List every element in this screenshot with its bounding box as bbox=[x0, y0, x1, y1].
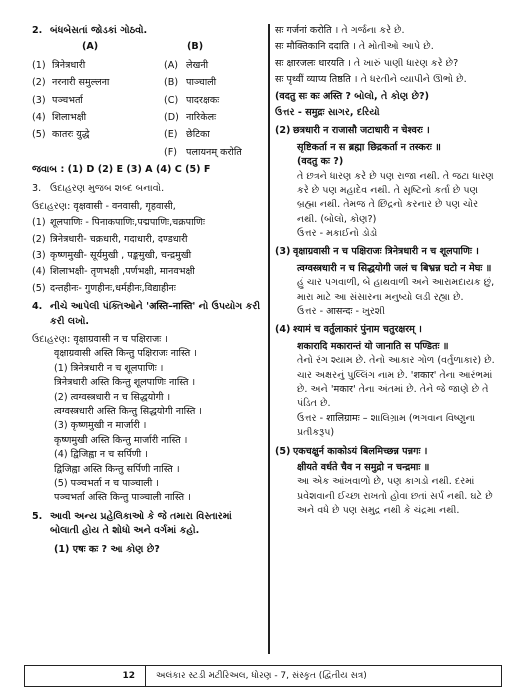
riddle-heading bbox=[275, 245, 497, 259]
riddle-answer: ઉત્તર - शालिग्रामः – શાલિગ્રામ (ભગવાન વિષ્ણુના પ્રતીકરૂપ) bbox=[297, 412, 476, 439]
page-number: 12 bbox=[25, 666, 146, 686]
riddle-line: सः मौक्तिकानि ददाति । તે મોતીઓ આપે છે. bbox=[275, 41, 434, 53]
riddle-blocks bbox=[275, 124, 497, 518]
riddle-verse-2: त्वग्वस्त्रधारी न च सिद्धयोगी जलं च बिभ्रन्न घटो न मेघः ॥ bbox=[297, 262, 492, 274]
answer-line: જવાબ : (1) D (2) E (3) A (4) C (5) F bbox=[32, 164, 211, 176]
match-b: पलायनम् करोति bbox=[186, 146, 242, 158]
riddle-verse-2: क्षीयते वर्धते चैव न समुद्रो न चन्द्रमाः ॥ bbox=[297, 461, 430, 473]
riddle-number: (2) bbox=[275, 125, 291, 137]
match-row bbox=[32, 59, 264, 73]
match-b-number: (C) bbox=[164, 94, 179, 106]
riddle-block bbox=[275, 445, 497, 519]
match-b-number: (D) bbox=[164, 111, 179, 123]
match-row bbox=[32, 94, 264, 108]
sentence-question: (1) त्रिनेत्रधारी न च शूलपाणिः । bbox=[54, 362, 164, 374]
riddle-block bbox=[275, 245, 497, 319]
riddle-heading bbox=[275, 124, 497, 138]
riddle-verse-1: वृक्षाग्रवासी न च पक्षिराजः त्रिनेत्रधारी न च शूलपाणिः । bbox=[293, 246, 479, 258]
page-footer bbox=[24, 665, 502, 687]
word-item bbox=[32, 249, 264, 263]
item-number: (1) bbox=[32, 217, 46, 229]
riddle-verse-1: एकचक्षुर्न काकोऽयं बिलमिच्छन्न पन्नगः । bbox=[293, 445, 428, 457]
column-divider bbox=[268, 24, 270, 654]
riddle-line: सः पृथ्वीं व्याप्य तिष्ठति । તે ધરતીને વ્યાપીને ઊભો છે. bbox=[275, 74, 467, 86]
example-line: ઉદાહરણ: वृक्षाग्रवासी न च पक्षिराजः । bbox=[32, 334, 168, 346]
riddle-block bbox=[275, 124, 497, 241]
match-number: (5) bbox=[32, 129, 46, 141]
match-a: त्रिनेत्रधारी bbox=[52, 59, 86, 71]
column-b-header: (B) bbox=[187, 41, 204, 53]
word-list bbox=[32, 216, 264, 296]
riddle-verse-2: सृष्टिकर्ता न स ब्रह्मा छिद्रकर्ता न तस्करः ॥ bbox=[297, 141, 441, 153]
match-row bbox=[32, 128, 264, 142]
question-title: ઉદાહરણ મુજબ શબ્દ બનાવો. bbox=[50, 182, 165, 194]
match-b: छेटिका bbox=[186, 129, 210, 141]
item-number: (4) bbox=[32, 266, 46, 278]
match-number: (4) bbox=[32, 111, 46, 123]
sentence-question: (5) पञ्चभर्ता न च पाञ्चाली । bbox=[54, 477, 159, 489]
question-4 bbox=[32, 300, 264, 329]
riddle-line: ઉત્તર - समुद्रः સાગર, દરિયો bbox=[275, 106, 380, 118]
match-number bbox=[32, 146, 52, 160]
riddle-line: सः गर्जनां करोति । તે ગર્જના કરે છે. bbox=[275, 25, 405, 36]
sentence-answer: द्विजिह्वा अस्ति किन्तु सर्पिणी नास्ति । bbox=[54, 463, 180, 475]
word-item bbox=[32, 233, 264, 247]
match-row bbox=[32, 76, 264, 90]
question-3 bbox=[32, 182, 264, 196]
match-a: शिलाभक्षी bbox=[52, 111, 87, 123]
riddle-number: (3) bbox=[275, 246, 291, 258]
riddle-verse-1: छत्रधारी न राजासौ जटाधारी न चेश्वरः । bbox=[293, 125, 430, 137]
question-number: 3. bbox=[32, 182, 42, 194]
example-answer: वृक्षाग्रवासी अस्ति किन्तु पक्षिराजः नास्ति । bbox=[54, 348, 197, 360]
item-text: कृष्णमुखी- सूर्यमुखी , पङ्कमुखी, चन्द्रमुखी bbox=[50, 250, 192, 262]
question-title: નીચે આપેલી પંક્તિઓને 'अस्ति–नास्ति' નો ઉપયોગ કરી કરી લખો. bbox=[50, 301, 261, 327]
riddle-1-lines bbox=[275, 24, 497, 120]
riddle-number: (5) bbox=[275, 445, 291, 457]
question-2 bbox=[32, 24, 264, 38]
question-title: બંધબેસતાં જોડકાં ગોઠવો. bbox=[50, 25, 148, 36]
riddle-line: (वदतु सः कः अस्ति ? બોલો, તે કોણ છે?) bbox=[275, 90, 429, 102]
match-b: पाञ्चाली bbox=[186, 77, 217, 89]
sentence-answer: त्वग्वस्त्रधारी अस्ति किन्तु सिद्धयोगी नास्ति । bbox=[54, 405, 202, 417]
riddle-heading bbox=[275, 445, 497, 459]
riddle-answer: ઉત્તર - મકાઈનો ડોડો bbox=[297, 228, 378, 240]
match-row bbox=[32, 111, 264, 125]
match-b: लेखनी bbox=[186, 59, 209, 71]
match-b-number: (E) bbox=[164, 129, 178, 141]
item-text: दन्तहीनः- गुणहीनः,धर्महीनः,विद्याहीनः bbox=[50, 282, 176, 294]
match-b-number: (B) bbox=[164, 77, 179, 89]
match-b-number: (A) bbox=[164, 59, 179, 71]
question-number: 5. bbox=[32, 510, 43, 522]
match-row bbox=[32, 146, 264, 160]
match-number: (3) bbox=[32, 94, 46, 106]
riddle-explanation: તેનો રંગ શ્યામ છે. તેનો આકાર ગોળ (વર્તુળાકાર) છે. ચાર અક્ષરનું પુલ્લિંગ નામ છે. 'शकार' તેના આરંભમાં છે. અને 'मकार' તેના અંતમાં છે. તેને જે જાણે છે તે પંડિત છે. bbox=[297, 355, 495, 410]
match-a: कातरः युद्धे bbox=[52, 129, 90, 141]
riddle-verse-2: शकारादि मकारान्तं यो जानाति स पण्डितः ॥ bbox=[297, 340, 449, 352]
sentence-answer: कृष्णमुखी अस्ति किन्तु मार्जारी नास्ति । bbox=[54, 434, 188, 446]
match-table bbox=[32, 59, 264, 160]
sentence-list bbox=[32, 362, 264, 506]
match-a: नरनारी समुल्लना bbox=[52, 77, 110, 89]
item-number: (2) bbox=[32, 233, 46, 245]
item-text: त्रिनेत्रधारी- चक्रधारी, गदाधारी, दण्डधारी bbox=[50, 233, 188, 245]
question-5 bbox=[32, 510, 264, 539]
riddle-answer: ઉત્તર - आसन्दः - ખુરશી bbox=[297, 306, 385, 318]
match-b: नारिकेलः bbox=[186, 111, 217, 123]
word-item bbox=[32, 282, 264, 296]
riddle-explanation: તે છત્રને ધારણ કરે છે પણ રાજા નથી. તે જટા ધારણ કરે છે પણ મહાદેવ નથી. તે સૃષ્ટિનો કર્તા છે પણ બ્રહ્મા નથી. તેમજ તે છિદ્રનો કરનાર છે પણ ચોર નથી. (બોલો, કોણ?) bbox=[297, 170, 494, 225]
riddle-number: (4) bbox=[275, 324, 291, 336]
right-column bbox=[275, 22, 497, 519]
question-5-item-1: (1) एषः कः ? આ કોણ છે? bbox=[54, 543, 160, 555]
riddle-explanation: આ એક આંખવાળો છે, પણ કાગડો નથી. દરમાં પ્રવેશવાની ઈચ્છા રાખતો હોવા છતાં સર્પ નથી. ઘટે છે અને વધે છે પણ સમુદ્ર નથી કે ચંદ્રમા નથી. bbox=[297, 476, 493, 517]
sentence-answer: त्रिनेत्रधारी अस्ति किन्तु शूलपाणिः नास्ति । bbox=[54, 377, 196, 389]
match-number: (1) bbox=[32, 59, 46, 71]
item-number: (3) bbox=[32, 250, 46, 262]
match-b: पादरक्षकः bbox=[186, 94, 220, 106]
sentence-answer: पञ्चभर्ता अस्ति किन्तु पाञ्चाली नास्ति । bbox=[54, 492, 191, 504]
match-header bbox=[32, 40, 264, 54]
left-column bbox=[32, 22, 264, 557]
riddle-verse-1: श्यामं च वर्तुलाकारं पुंनाम चतुरक्षरम् । bbox=[293, 324, 422, 336]
item-text: शूलपाणिः - पिनाकपाणिः,पद्मपाणिः,चक्रपाणिः bbox=[50, 217, 205, 229]
sentence-question: (3) कृष्णमुखी न मार्जारी । bbox=[54, 420, 147, 432]
riddle-block bbox=[275, 323, 497, 440]
item-number: (5) bbox=[32, 282, 46, 294]
footer-title: અલંકાર સ્ટડી મટીરિઅલ, ધોરણ - 7, સંસ્કૃત (દ્વિતીય સત્ર) bbox=[156, 671, 367, 681]
word-item bbox=[32, 265, 264, 279]
item-text: शिलाभक्षी- तृणभक्षी ,पर्णभक्षी, मानवभक्षी bbox=[50, 266, 195, 278]
sentence-question: (2) त्वग्वस्त्रधारी न च सिद्धयोगी । bbox=[54, 391, 171, 403]
word-item bbox=[32, 216, 264, 230]
riddle-prompt: (वदतु कः ?) bbox=[297, 156, 344, 168]
match-a bbox=[52, 146, 164, 160]
riddle-heading bbox=[275, 323, 497, 337]
riddle-explanation: હું ચાર પગવાળી, બે હાથવાળી અને આરામદાયક છું, મારા માટે આ સંસારના મનુષ્યો લડી રહ્યા છે. bbox=[297, 277, 495, 303]
example-line: ઉદાહરણ: वृक्षवासी - वनवासी, गृहवासी, bbox=[32, 200, 176, 212]
sentence-question: (4) द्विजिह्वा न च सर्पिणी । bbox=[54, 449, 148, 461]
riddle-line: सः क्षारजलः धारयति । તે ખારું પાણી ધારણ કરે છે? bbox=[275, 57, 459, 69]
match-a: पञ्चभर्ता bbox=[52, 94, 83, 106]
match-b-number: (F) bbox=[164, 146, 178, 158]
question-title: આવી અન્ય પ્રહેલિકાઓ કે જે તમારા વિસ્તારમાં બોલાતી હોય તે શોધો અને વર્ગમાં કહો. bbox=[50, 510, 232, 537]
question-number: 2. bbox=[32, 25, 43, 36]
question-number: 4. bbox=[32, 301, 43, 313]
match-number: (2) bbox=[32, 77, 46, 89]
column-a-header: (A) bbox=[82, 41, 99, 53]
